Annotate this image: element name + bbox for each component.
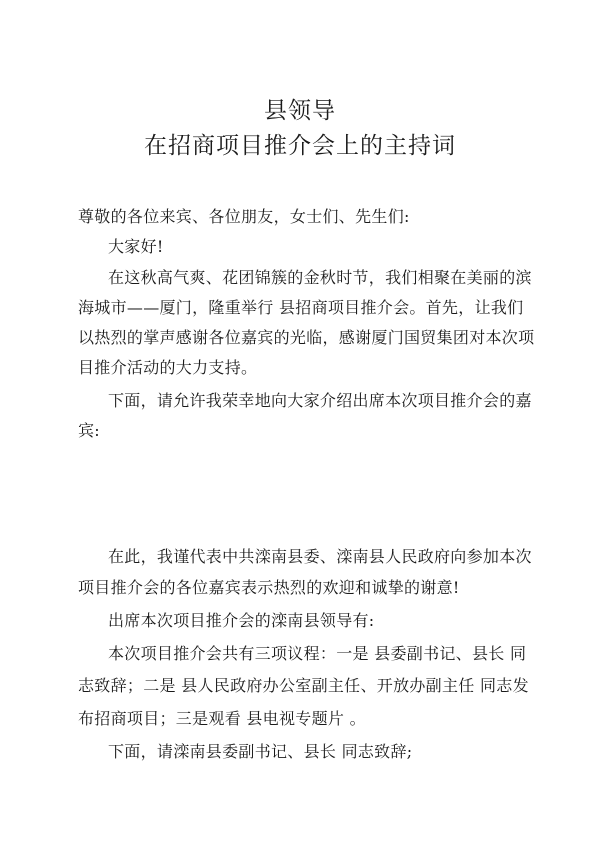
paragraph5-line3: 布招商项目；三是观看 县电视专题片 。 [78,709,366,728]
paragraph2-line2: 宾: [78,421,100,440]
paragraph1-line4: 目推介活动的大力支持。 [78,358,258,377]
greeting: 大家好! [108,237,164,256]
paragraph5-line2: 志致辞；二是 县人民政府办公室副主任、开放办副主任 同志发 [78,676,529,695]
paragraph4: 出席本次项目推介会的滦南县领导有: [108,611,375,630]
paragraph3-line1: 在此，我谨代表中共滦南县委、滦南县人民政府向参加本次 [108,547,532,566]
title-line-1: 县领导 [264,98,336,124]
paragraph5-line1: 本次项目推介会共有三项议程：一是 县委副书记、县长 同 [108,644,527,663]
title-line-2: 在招商项目推介会上的主持词 [144,133,456,159]
paragraph6: 下面，请滦南县委副书记、县长 同志致辞; [108,742,413,761]
paragraph1-line3: 以热烈的掌声感谢各位嘉宾的光临，感谢厦门国贸集团对本次项 [78,328,535,347]
paragraph1-line2: 海城市——厦门，隆重举行 县招商项目推介会。首先，让我们 [78,298,524,317]
paragraph2-line1: 下面，请允许我荣幸地向大家介绍出席本次项目推介会的嘉 [108,391,532,410]
salutation: 尊敬的各位来宾、各位朋友，女士们、先生们: [78,207,410,226]
paragraph1-line1: 在这秋高气爽、花团锦簇的金秋时节，我们相聚在美丽的滨 [108,268,532,287]
paragraph3-line2: 项目推介会的各位嘉宾表示热烈的欢迎和诚挚的谢意! [78,578,460,597]
